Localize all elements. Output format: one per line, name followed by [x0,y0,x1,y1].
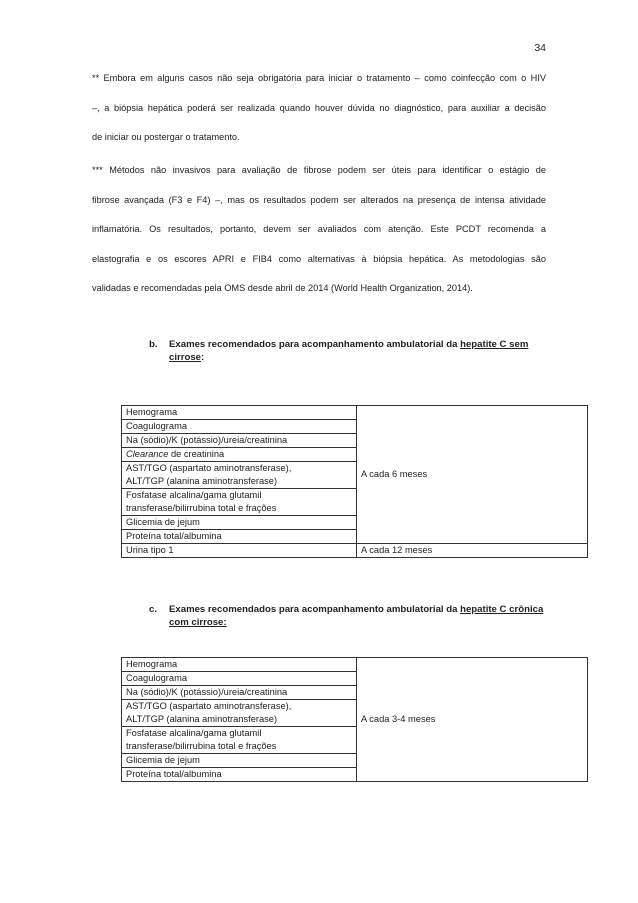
table-cell: Glicemia de jejum [122,754,357,768]
table-cell: Hemograma [122,406,357,420]
table-cell: Urina tipo 1 [122,544,357,558]
table-cell: Fosfatase alcalina/gama glutamil transferase/bilirrubina total e frações [122,489,357,516]
table-cell [122,700,357,727]
section-b-heading [149,338,553,364]
text-line: ** Embora em alguns casos não seja obrigatória para iniciar o tratamento – como coinfecção com o HIV [92,73,546,83]
exam-table-b [121,405,588,558]
footnote-paragraph-1 [92,64,546,153]
table-cell: Coagulograma [122,420,357,434]
page-number: 34 [534,42,546,54]
heading-underlined: hepatite C crônica com cirrose: [169,604,544,628]
text-line: inflamatória. Os resultados, portanto, devem ser avaliados com atenção. Este PCDT recomenda a [92,224,546,234]
heading-suffix: : [201,352,205,363]
table-cell: Na (sódio)/K (potássio)/ureia/creatinina [122,686,357,700]
exam-table-c [121,657,588,782]
cell-line: transferase/bilirrubina total e frações [126,741,277,751]
frequency-cell: A cada 6 meses [357,406,588,544]
section-letter: c. [149,604,158,615]
table-cell: Na (sódio)/K (potássio)/ureia/creatinina [122,434,357,448]
table-cell: Glicemia de jejum [122,516,357,530]
section-letter: b. [149,339,158,350]
cell-text: de creatinina [168,449,225,459]
text-line: fibrose avançada (F3 e F4) –, mas os resultados podem ser alterados na presença de intensa atividade [92,194,546,205]
table-cell: Proteína total/albumina [122,530,357,544]
footnote-paragraph-2 [92,156,546,304]
heading-text: Exames recomendados para acompanhamento ambulatorial da [169,339,461,350]
table-cell [122,727,357,754]
table-cell: Hemograma [122,658,357,672]
text-line: elastografia e os escores APRI e FIB4 como alternativas à biópsia hepática. As metodologias são [92,253,546,264]
cell-line: ALT/TGP (alanina aminotransferase) [126,714,278,724]
cell-line: AST/TGO (aspartato aminotransferase), [126,701,292,711]
table-cell: AST/TGO (aspartato aminotransferase), ALT/TGP (alanina aminotransferase) [122,462,357,489]
text-line: –, a biópsia hepática poderá ser realizada quando houver dúvida no diagnóstico, para auxiliar a decisão [92,102,546,113]
text-line: de iniciar ou postergar o tratamento. [92,132,240,142]
table-cell: Coagulograma [122,672,357,686]
section-c-heading [149,603,553,629]
italic-term: Clearance [126,449,169,459]
text-line: *** Métodos não invasivos para avaliação de fibrose podem ser úteis para identificar o estágio de [92,165,546,175]
cell-line: Fosfatase alcalina/gama glutamil [126,728,262,738]
table-cell: Proteína total/albumina [122,768,357,782]
heading-text: Exames recomendados para acompanhamento ambulatorial da [169,604,461,615]
text-line: validadas e recomendadas pela OMS desde abril de 2014 (World Health Organization, 2014). [92,283,473,293]
frequency-cell: A cada 12 meses [357,544,588,558]
frequency-cell: A cada 3-4 meses [357,658,588,782]
table-cell [122,448,357,462]
heading-underlined: hepatite C sem cirrose [169,339,529,363]
